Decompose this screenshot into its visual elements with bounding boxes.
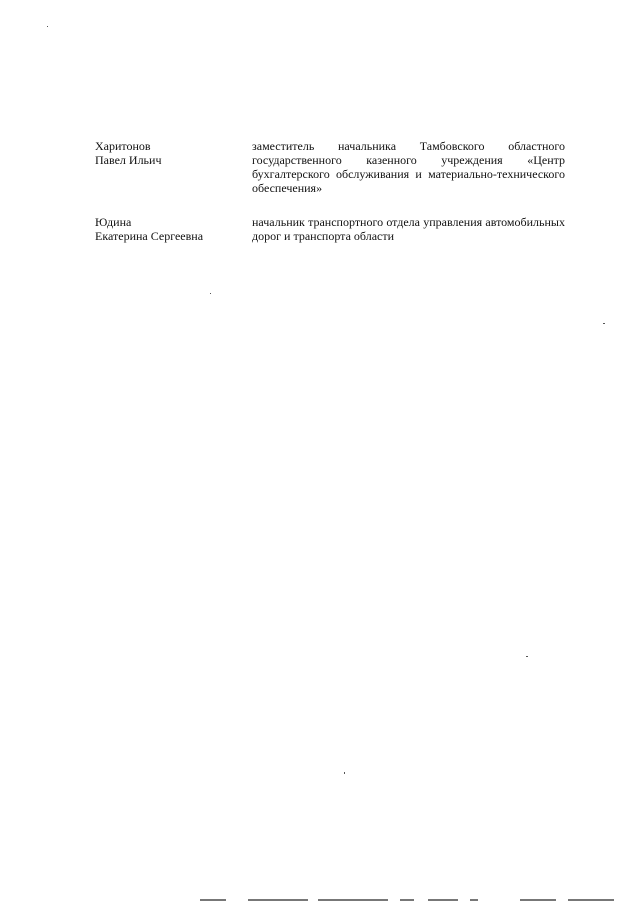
member-position: заместитель начальника Тамбовского областного государственного казенного учреждения «Центр бухгалтерского обслуживания и материально-технического обеспечения» (252, 139, 565, 195)
member-name (95, 215, 252, 243)
member-name (95, 139, 252, 195)
scan-speck (47, 26, 48, 27)
scan-speck (210, 293, 211, 294)
member-position: начальник транспортного отдела управления автомобильных дорог и транспорта области (252, 215, 565, 243)
member-entry (95, 139, 565, 195)
scan-edge-artifacts (200, 899, 620, 902)
member-entry (95, 215, 565, 243)
scan-speck (526, 656, 528, 657)
scan-speck (344, 772, 345, 774)
member-given-names: Екатерина Сергеевна (95, 229, 204, 243)
member-surname: Юдина (95, 215, 132, 229)
scan-speck (603, 323, 605, 324)
member-given-names: Павел Ильич (95, 153, 162, 167)
member-surname: Харитонов (95, 139, 151, 153)
